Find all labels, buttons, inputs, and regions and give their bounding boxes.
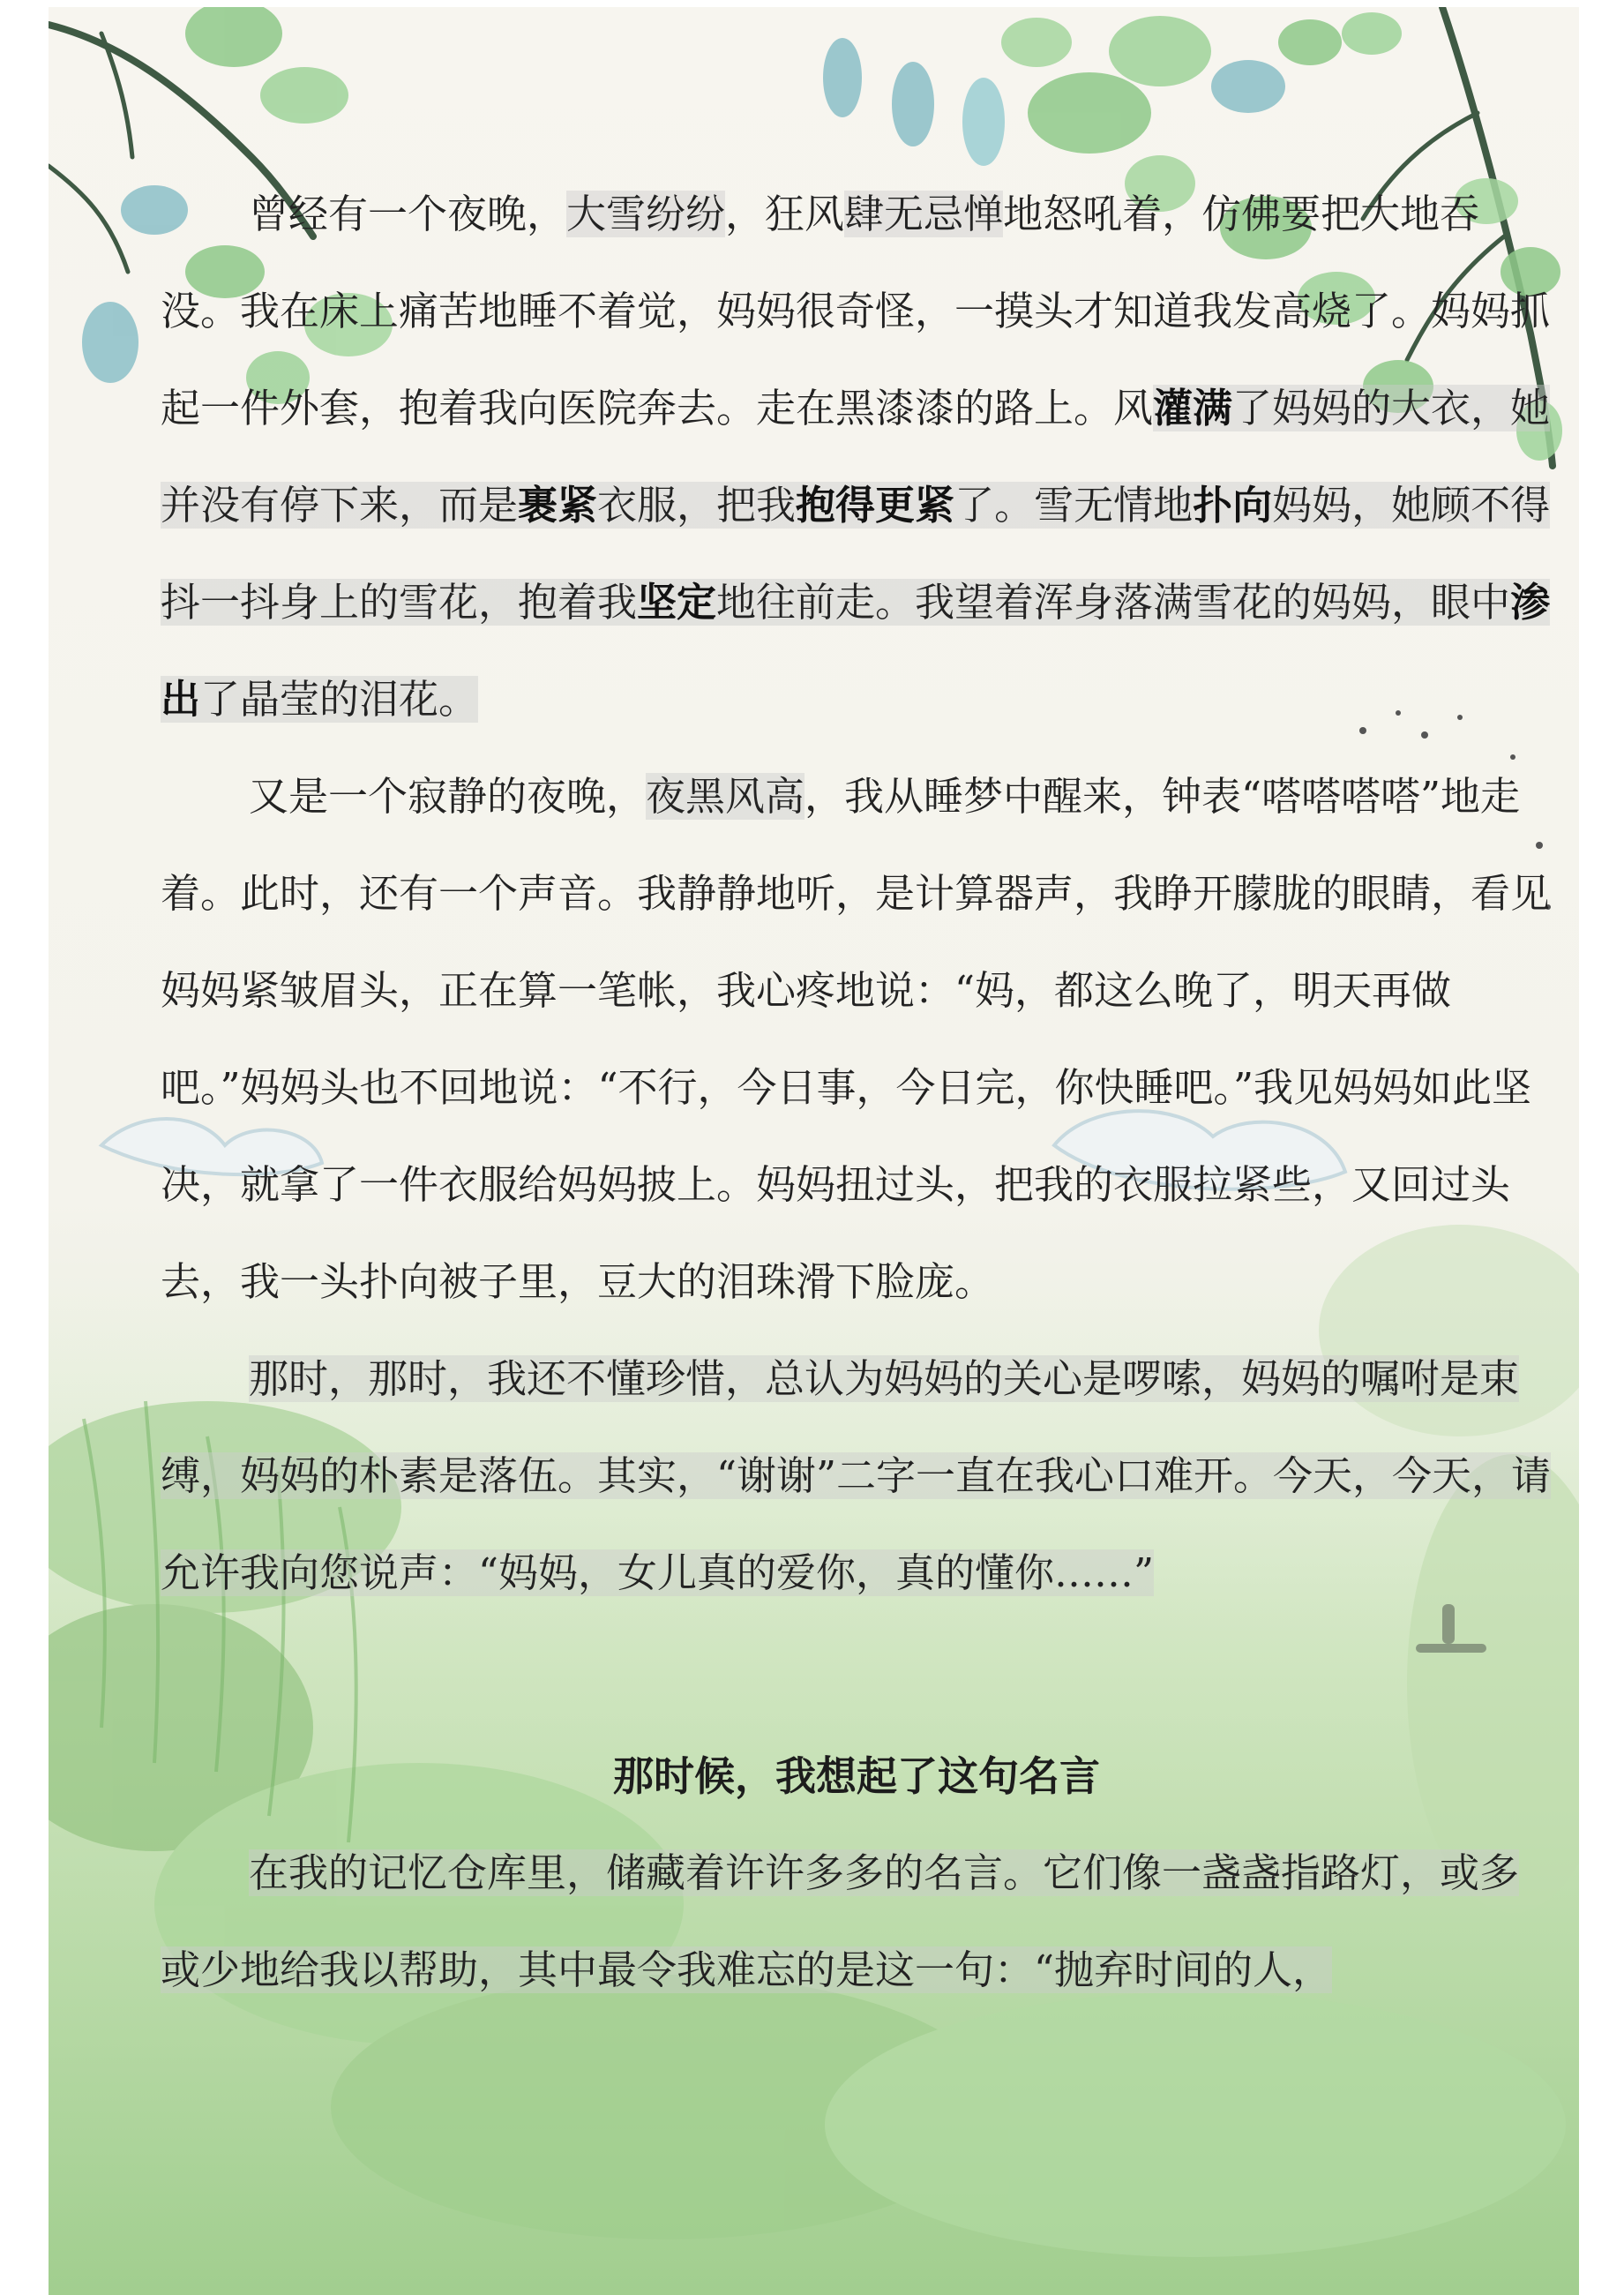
- article-body: [161, 166, 1553, 2019]
- paragraph-3: 那时，那时，我还不懂珍惜，总认为妈妈的关心是啰嗦，妈妈的嘱咐是束缚，妈妈的朴素是落伍。其实，“谢谢”二字一直在我心口难开。今天，今天，请允许我向您说声：“妈妈，女儿真的爱你，真的懂你……”: [161, 1355, 1552, 1596]
- paragraph-2: 又是一个寂静的夜晚，夜黑风高，我从睡梦中醒来，钟表“嗒嗒嗒嗒”地走着。此时，还有一个声音。我静静地听，是计算器声，我睁开朦胧的眼睛，看见妈妈紧皱眉头，正在算一笔帐，我心疼地说：“妈，都这么晚了，明天再做吧。”妈妈头也不回地说：“不行，今日事，今日完，你快睡吧。”我见妈妈如此坚决，就拿了一件衣服给妈妈披上。妈妈扭过头，把我的衣服拉紧些，又回过头去，我一头扑向被子里，豆大的泪珠滑下脸庞。: [161, 773, 1551, 1305]
- paragraph-4: 在我的记忆仓库里，储藏着许许多多的名言。它们像一盏盏指路灯，或多或少地给我以帮助，其中最令我难忘的是这一句：“抛弃时间的人，: [161, 1849, 1520, 1993]
- section-heading: 那时候，我想起了这句名言: [613, 1752, 1100, 1800]
- paragraph-1: 曾经有一个夜晚，大雪纷纷，狂风肆无忌惮地怒吼着，仿佛要把大地吞没。我在床上痛苦地睡不着觉，妈妈很奇怪，一摸头才知道我发高烧了。妈妈抓起一件外套，抱着我向医院奔去。走在黑漆漆的路上。风灌满了妈妈的大衣，她并没有停下来，而是裹紧衣服，把我抱得更紧了。雪无情地扑向妈妈，她顾不得抖一抖身上的雪花，抱着我坚定地往前走。我望着浑身落满雪花的妈妈，眼中渗出了晶莹的泪花。: [161, 191, 1551, 723]
- document-page: [49, 7, 1579, 2295]
